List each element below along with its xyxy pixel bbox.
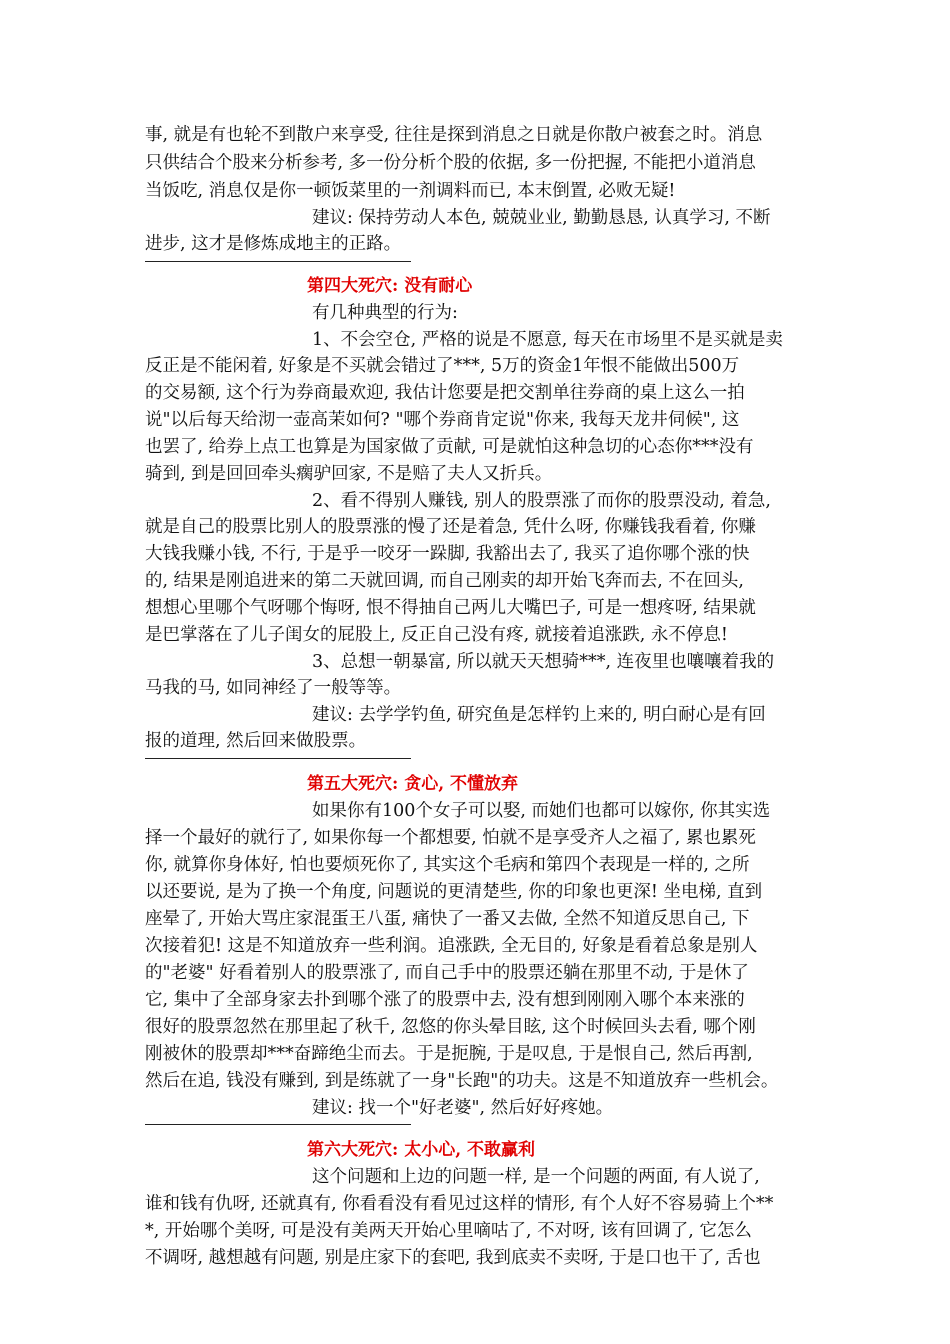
text-line: 建议: 去学学钓鱼, 研究鱼是怎样钓上来的, 明白耐心是有回	[312, 705, 766, 725]
text-line: 报的道理, 然后回来做股票。	[145, 731, 367, 751]
text-line: 就是自己的股票比别人的股票涨的慢了还是着急, 凭什么呀, 你赚钱我看着, 你赚	[145, 517, 756, 537]
section-divider	[145, 261, 411, 262]
section-heading: 第四大死穴: 没有耐心	[307, 276, 473, 296]
section-heading: 第五大死穴: 贪心, 不懂放弃	[307, 774, 519, 794]
section-divider	[145, 1124, 411, 1125]
text-line: 的交易额, 这个行为券商最欢迎, 我估计您要是把交割单往券商的桌上这么一拍	[145, 383, 745, 403]
text-line: 大钱我赚小钱, 不行, 于是乎一咬牙一跺脚, 我豁出去了, 我买了追你哪个涨的快	[145, 544, 750, 564]
text-line: 马我的马, 如同神经了一般等等。	[145, 678, 402, 698]
text-line: 座晕了, 开始大骂庄家混蛋王八蛋, 痛快了一番又去做, 全然不知道反思自己, 下	[145, 909, 750, 929]
text-line: 择一个最好的就行了, 如果你每一个都想要, 怕就不是享受齐人之福了, 累也累死	[145, 828, 756, 848]
text-line: 想想心里哪个气呀哪个悔呀, 恨不得抽自己两儿大嘴巴子, 可是一想疼呀, 结果就	[145, 598, 756, 618]
text-line: 刚被休的股票却***奋蹄绝尘而去。于是扼腕, 于是叹息, 于是恨自己, 然后再割,	[145, 1044, 753, 1064]
text-line: 然后在追, 钱没有赚到, 到是练就了一身"长跑"的功夫。这是不知道放弃一些机会。	[145, 1071, 779, 1091]
text-line: 的"老婆" 好看着别人的股票涨了, 而自己手中的股票还躺在那里不动, 于是休了	[145, 963, 749, 983]
text-line: 这个问题和上边的问题一样, 是一个问题的两面, 有人说了,	[312, 1167, 760, 1187]
text-line: 也罢了, 给券上点工也算是为国家做了贡献, 可是就怕这种急切的心态你***没有	[145, 437, 754, 457]
text-line: 骑到, 到是回回牵头瘸驴回家, 不是赔了夫人又折兵。	[145, 464, 553, 484]
text-line: 2、看不得别人赚钱, 别人的股票涨了而你的股票没动, 着急,	[312, 491, 771, 511]
text-line: 的, 结果是刚追进来的第二天就回调, 而自己刚卖的却开始飞奔而去, 不在回头,	[145, 571, 744, 591]
text-line: 很好的股票忽然在那里起了秋千, 忽悠的你头晕目眩, 这个时候回头去看, 哪个刚	[145, 1017, 756, 1037]
text-line: 说"以后每天给沏一壶高茉如何? "哪个券商肯定说"你来, 我每天龙井伺候", 这	[145, 410, 740, 430]
text-line: 事, 就是有也轮不到散户来享受, 往往是探到消息之日就是你散户被套之时。消息	[145, 125, 763, 145]
text-line: 只供结合个股来分析参考, 多一份分析个股的依据, 多一份把握, 不能把小道消息	[145, 153, 756, 173]
text-line: 建议: 保持劳动人本色, 兢兢业业, 勤勤恳恳, 认真学习, 不断	[312, 208, 771, 228]
section-heading: 第六大死穴: 太小心, 不敢赢利	[307, 1140, 536, 1160]
text-line: 建议: 找一个"好老婆", 然后好好疼她。	[312, 1098, 614, 1118]
text-line: 1、不会空仓, 严格的说是不愿意, 每天在市场里不是买就是卖	[312, 330, 783, 350]
text-line: *, 开始哪个美呀, 可是没有美两天开始心里嘀咕了, 不对呀, 该有回调了, 它怎么	[145, 1221, 752, 1241]
text-line: 反正是不能闲着, 好象是不买就会错过了***, 5万的资金1年恨不能做出500万	[145, 356, 740, 376]
text-line: 以还要说, 是为了换一个角度, 问题说的更清楚些, 你的印象也更深! 坐电梯, 直到	[145, 882, 763, 902]
section-divider	[145, 758, 411, 759]
text-line: 当饭吃, 消息仅是你一顿饭菜里的一剂调料而已, 本末倒置, 必败无疑!	[145, 181, 676, 201]
text-line: 谁和钱有仇呀, 还就真有, 你看看没有看见过这样的情形, 有个人好不容易骑上个**	[145, 1194, 774, 1214]
text-line: 你, 就算你身体好, 怕也要烦死你了, 其实这个毛病和第四个表现是一样的, 之所	[145, 855, 750, 875]
text-line: 它, 集中了全部身家去扑到哪个涨了的股票中去, 没有想到刚刚入哪个本来涨的	[145, 990, 745, 1010]
text-line: 不调呀, 越想越有问题, 别是庄家下的套吧, 我到底卖不卖呀, 于是口也干了, 舌也	[145, 1248, 761, 1268]
text-line: 次接着犯! 这是不知道放弃一些利润。追涨跌, 全无目的, 好象是看着总象是别人	[145, 936, 758, 956]
text-line: 是巴掌落在了儿子闺女的屁股上, 反正自己没有疼, 就接着追涨跌, 永不停息!	[145, 625, 728, 645]
text-line: 如果你有100个女子可以娶, 而她们也都可以嫁你, 你其实选	[312, 801, 771, 821]
text-line: 3、总想一朝暴富, 所以就天天想骑***, 连夜里也嚷嚷着我的	[312, 652, 775, 672]
text-line: 进步, 这才是修炼成地主的正路。	[145, 234, 402, 254]
text-line: 有几种典型的行为:	[312, 303, 458, 323]
